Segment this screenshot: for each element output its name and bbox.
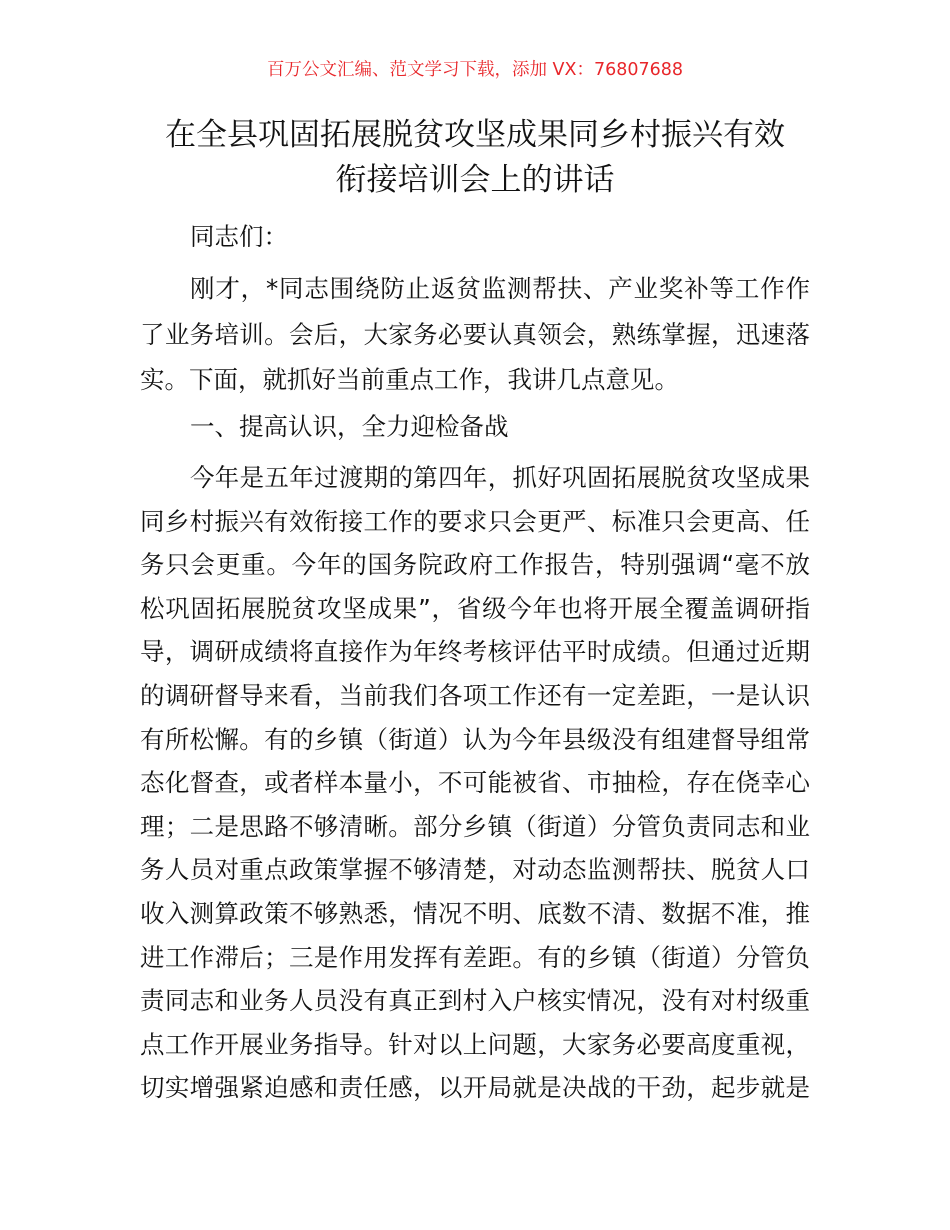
text-line: 同乡村振兴有效衔接工作的要求只会更严、标准只会更高、任 [140, 506, 810, 536]
text-line: 理；二是思路不够清晰。部分乡镇（街道）分管负责同志和业 [140, 811, 810, 841]
text-line: 点工作开展业务指导。针对以上问题，大家务必要高度重视， [140, 1029, 810, 1059]
text-line: 松巩固拓展脱贫攻坚成果”，省级今年也将开展全覆盖调研指 [140, 593, 810, 623]
watermark-header: 百万公文汇编、范文学习下载，添加 VX：76807688 [266, 60, 684, 80]
greeting: 同志们： [190, 222, 288, 251]
text-line: 刚才，*同志围绕防止返贫监测帮扶、产业奖补等工作作 [190, 274, 810, 303]
document-title-line-2: 衔接培训会上的讲话 [335, 162, 615, 198]
text-line: 务人员对重点政策掌握不够清楚，对动态监测帮扶、脱贫人口 [140, 855, 810, 885]
greeting-block [140, 215, 810, 259]
text-line: 收入测算政策不够熟悉，情况不明、底数不清、数据不准，推 [140, 898, 810, 928]
section-heading-block [140, 405, 810, 449]
document-title-line-1: 在全县巩固拓展脱贫攻坚成果同乡村振兴有效 [165, 117, 785, 153]
text-line: 的调研督导来看，当前我们各项工作还有一定差距，一是认识 [140, 680, 810, 710]
text-line: 有所松懈。有的乡镇（街道）认为今年县级没有组建督导组常 [140, 724, 810, 754]
text-line: 切实增强紧迫感和责任感，以开局就是决战的干劲，起步就是 [140, 1073, 810, 1103]
text-line: 务只会更重。今年的国务院政府工作报告，特别强调“毫不放 [140, 550, 810, 580]
text-line: 导，调研成绩将直接作为年终考核评估平时成绩。但通过近期 [140, 637, 810, 667]
text-line: 今年是五年过渡期的第四年，抓好巩固拓展脱贫攻坚成果 [190, 463, 810, 492]
paragraph-2 [140, 456, 810, 1110]
paragraph-1 [140, 266, 810, 403]
section-heading: 一、提高认识，全力迎检备战 [190, 412, 509, 441]
text-line: 进工作滞后；三是作用发挥有差距。有的乡镇（街道）分管负 [140, 942, 810, 972]
text-line: 态化督查，或者样本量小，不可能被省、市抽检，存在侥幸心 [140, 768, 810, 798]
text-line: 实。下面，就抓好当前重点工作，我讲几点意见。 [140, 365, 679, 394]
text-line: 了业务培训。会后，大家务必要认真领会，熟练掌握，迅速落 [140, 319, 810, 349]
text-line: 责同志和业务人员没有真正到村入户核实情况，没有对村级重 [140, 986, 810, 1016]
